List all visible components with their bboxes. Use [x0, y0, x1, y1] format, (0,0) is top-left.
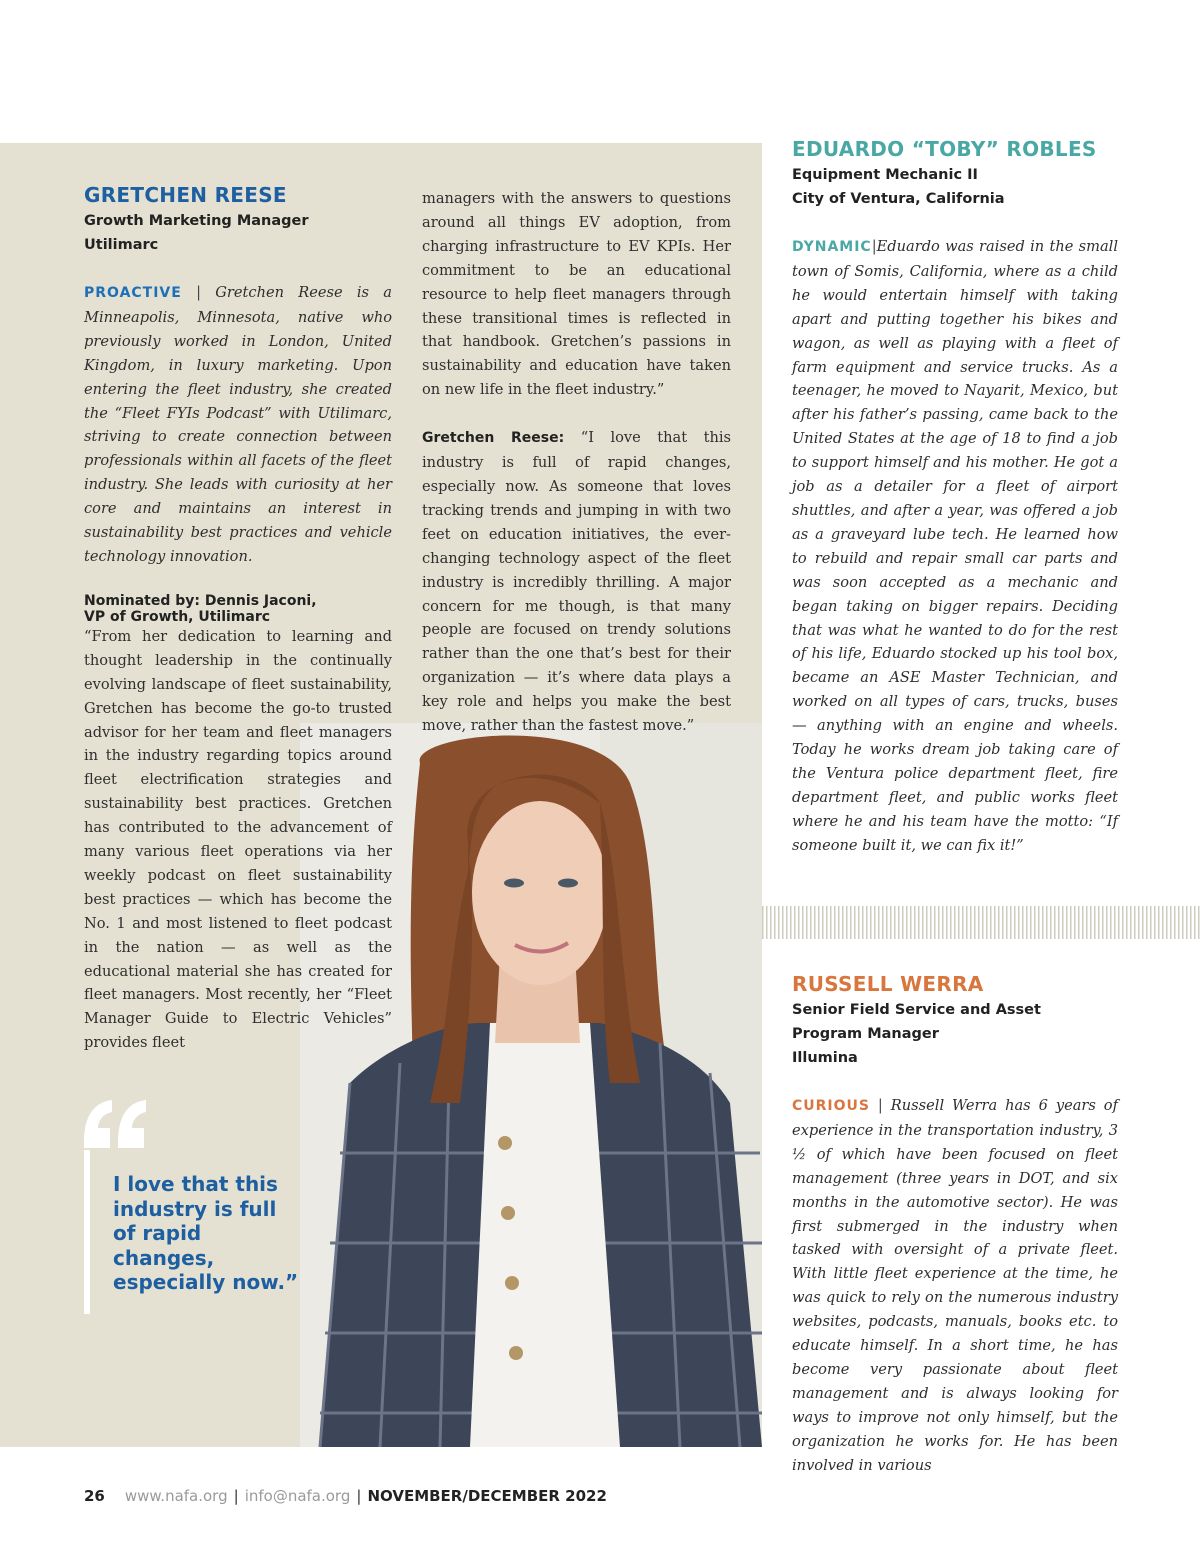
- footer-divider: |: [356, 1487, 362, 1505]
- footer-divider: |: [233, 1487, 239, 1505]
- nominated-by: Nominated by: Dennis Jaconi,: [84, 592, 317, 609]
- gretchen-bio-text: Gretchen Reese is a Minneapolis, Minnesota, native who previously worked in London, United Kingdom, in luxury marketing. Upon entering the fleet industry, she created the “Fleet FYIs Podcast” with Utilimarc, striving to create connection between professionals within all facets of the fleet industry. She leads with curiosity at her core and maintains an interest in sustainability best practices and vehicle technology innovation.: [84, 284, 392, 565]
- nominator-title: VP of Growth, Utilimarc: [84, 608, 271, 625]
- russell-keyword: CURIOUS: [792, 1098, 870, 1114]
- russell-name: RUSSELL WERRA: [792, 972, 984, 996]
- keyword-separator: |: [196, 284, 202, 301]
- gretchen-name: GRETCHEN REESE: [84, 183, 287, 207]
- eduardo-bio-text: Eduardo was raised in the small town of Somis, California, where as a child he would entertain himself with taking apart and putting together his bikes and wagon, as well as playing with a fleet of farm equipment and service trucks. As a teenager, he moved to Nayarit, Mexico, but after his father’s passing, came back to the United States at the age of 18 to find a job to support himself and his mother. He got a job as a detailer for a fleet of airport shuttles, and after a year, was offered a job as a graveyard lube tech. He learned how to rebuild and repair small car parts and was soon accepted as a mechanic and began taking on bigger repairs. Deciding that was what he wanted to do for the rest of his life, Eduardo stocked up his tool box, became an ASE Master Technician, and worked on all types of cars, trucks, buses — anything with an engine and wheels. Today he works dream job taking care of the Ventura police department fleet, fire department fleet, and public works fleet where he and his team have the motto: “If someone built it, we can fix it!”: [792, 238, 1118, 854]
- eduardo-name: EDUARDO “TOBY” ROBLES: [792, 137, 1097, 161]
- nomination-text: “From her dedication to learning and thought leadership in the continually evolving landscape of fleet sustainability, Gretchen has become the go-to trusted advisor for her team and fleet managers in the industry regarding topics around fleet electrification strategies and sustainability best practices. Gretchen has contributed to the advancement of many various fleet operations via her weekly podcast on fleet sustainability best practices — which has become the No. 1 and most listened to fleet podcast in the nation — as well as the educational material she has created for fleet managers. Most recently, her “Fleet Manager Guide to Electric Vehicles” provides fleet: [84, 627, 392, 1052]
- russell-company: Illumina: [792, 1050, 858, 1066]
- page-footer: [84, 1484, 607, 1508]
- eduardo-bio: [792, 235, 1118, 858]
- eduardo-keyword: DYNAMIC: [792, 239, 872, 255]
- gretchen-column-continued: [422, 187, 731, 738]
- nomination-continued: managers with the answers to questions around all things EV adoption, from charging infrastructure to EV KPIs. Her commitment to be an educational resource to help fleet managers through these transitional times is reflected in that handbook. Gretchen’s passions in sustainability and education have taken on new life in the fleet industry.”: [422, 190, 731, 399]
- keyword-separator: |: [871, 238, 877, 255]
- russell-column: [792, 970, 1118, 1478]
- gretchen-column: [84, 181, 392, 1055]
- pull-quote: I love that this industry is full of rapid changes, especially now.”: [113, 1172, 299, 1294]
- gretchen-quote-text: “I love that this industry is full of rapid changes, especially now. As someone that loves tracking trends and jumping in with two feet on education initiatives, the ever-changing technology aspect of the fleet industry is incredibly thrilling. A major concern for me though, is that many people are focused on trendy solutions rather than the one that’s best for their organization — it’s where data plays a key role and helps you make the best move, rather than the fastest move.”: [422, 429, 732, 735]
- russell-title-line1: Senior Field Service and Asset: [792, 1002, 1041, 1018]
- section-divider: [762, 906, 1200, 939]
- website-link[interactable]: www.nafa.org: [124, 1487, 228, 1505]
- email-link[interactable]: info@nafa.org: [244, 1487, 351, 1505]
- issue-date: NOVEMBER/DECEMBER 2022: [367, 1487, 607, 1505]
- gretchen-title: Growth Marketing Manager: [84, 213, 309, 229]
- eduardo-column: [792, 135, 1118, 858]
- russell-title-line2: Program Manager: [792, 1026, 939, 1042]
- eduardo-company: City of Ventura, California: [792, 191, 1005, 207]
- pull-quote-bar: [84, 1150, 90, 1314]
- quote-mark-icon: [80, 1098, 150, 1178]
- russell-bio: [792, 1094, 1118, 1478]
- gretchen-keyword: PROACTIVE: [84, 285, 182, 301]
- keyword-separator: |: [877, 1097, 883, 1114]
- eduardo-title: Equipment Mechanic II: [792, 167, 978, 183]
- gretchen-quote: [422, 426, 731, 738]
- page-number: 26: [84, 1487, 105, 1505]
- russell-bio-text: Russell Werra has 6 years of experience in the transportation industry, 3 ½ of which have been focused on fleet management (three years in DOT, and six months in the automotive sector). He was first submerged in the industry when tasked with oversight of a private fleet. With little fleet experience at the time, he was quick to rely on the numerous industry websites, podcasts, manuals, books etc. to educate himself. In a short time, he has become very passionate about fleet management and is always looking for ways to improve not only himself, but the organization he works for. He has been involved in various: [792, 1097, 1118, 1474]
- quote-label: Gretchen Reese:: [422, 430, 565, 447]
- gretchen-company: Utilimarc: [84, 237, 159, 253]
- gretchen-bio: [84, 281, 392, 569]
